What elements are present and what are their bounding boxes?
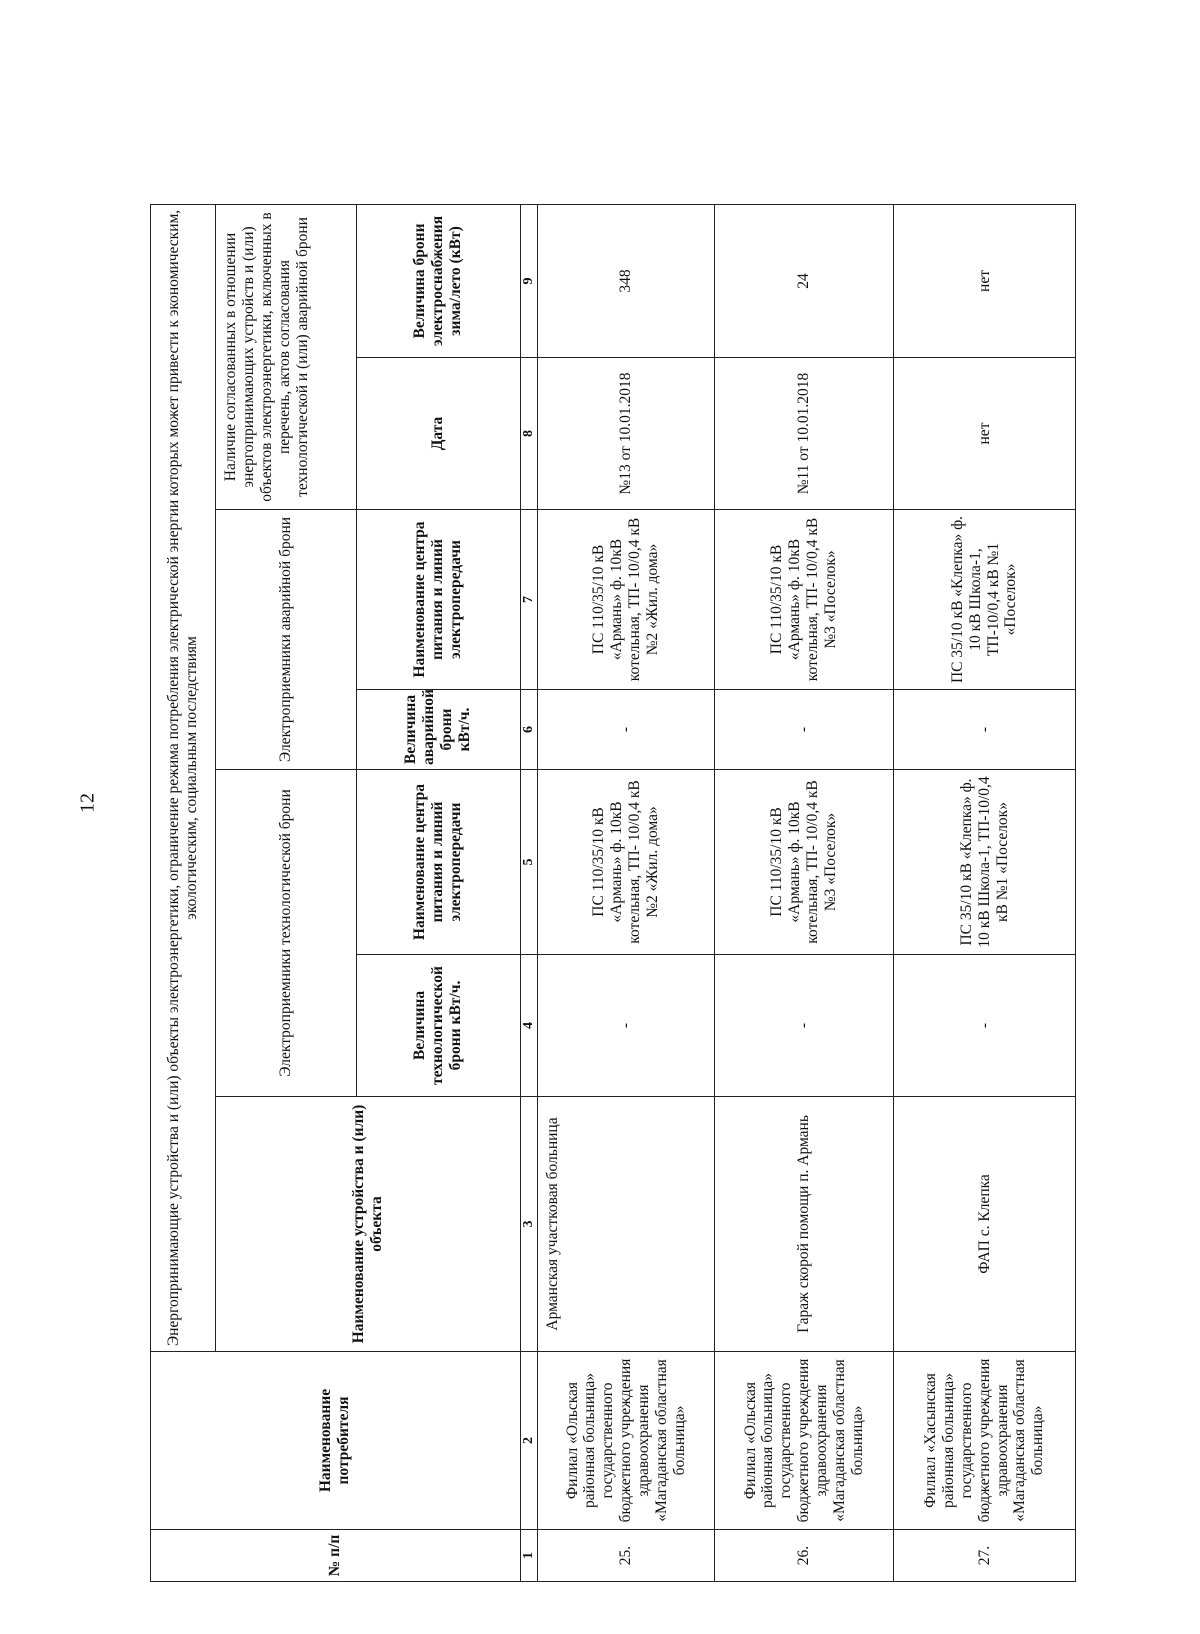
row-emerg-center: ПС 35/10 кВ «Клепка» ф. 10 кВ Школа-1, ТП-10/0,4 кВ №1 «Поселок» — [894, 510, 1076, 690]
header-acts-value: Величина брони электроснабжения зима/лето (кВт) — [356, 204, 520, 357]
header-group-title: Энергопринимающие устройства и (или) объекты электроэнергетики, ограничение режима потребления электрической энергии которых может привести к экономическим, экологическим, социальным последствиям — [151, 204, 216, 1351]
row-device: Гараж скорой помощи п. Армань — [714, 1097, 894, 1352]
row-emerg-center: ПС 110/35/10 кВ «Армань» ф. 10кВ котельная, ТП- 10/0,4 кВ №3 «Поселок» — [714, 510, 894, 690]
column-number: 4 — [520, 955, 538, 1097]
row-device: ФАП с. Клепка — [894, 1097, 1076, 1352]
row-emerg-value: - — [714, 690, 894, 770]
row-tech-value: - — [894, 955, 1076, 1097]
reserve-table — [150, 56, 1076, 1582]
row-consumer: Филиал «Хасынская районная больница» государственного бюджетного учреждения здравоохранения «Магаданская областная больница» — [894, 1352, 1076, 1530]
row-emerg-value: - — [894, 690, 1076, 770]
row-consumer: Филиал «Ольская районная больница» государственного бюджетного учреждения здравоохранения «Магаданская областная больница» — [538, 1352, 714, 1530]
row-date: №11 от 10.01.2018 — [714, 358, 894, 510]
column-number: 9 — [520, 204, 538, 357]
header-num: № п/п — [151, 1530, 521, 1582]
column-number: 6 — [520, 690, 538, 770]
header-acts-group: Наличие согласованных в отношении энергопринимающих устройств и (или) объектов электроэнергетики, включенных в перечень, актов согласования технологической и (или) аварийной брони — [216, 204, 356, 509]
row-device: Арманская участковая больница — [538, 1097, 714, 1352]
header-emerg-group: Электроприемники аварийной брони — [216, 510, 356, 770]
header-consumer: Наименование потребителя — [151, 1352, 521, 1530]
header-tech-center: Наименование центра питания и линий электропередачи — [356, 770, 520, 955]
page-number: 12 — [76, 793, 99, 813]
row-tech-value: - — [538, 955, 714, 1097]
row-tech-center: ПС 35/10 кВ «Клепка» ф. 10 кВ Школа-1, ТП-10/0,4 кВ №1 «Поселок» — [894, 770, 1076, 955]
table-row — [714, 56, 894, 1581]
row-reserve: 348 — [538, 204, 714, 357]
header-acts-date: Дата — [356, 358, 520, 510]
row-reserve: 24 — [714, 204, 894, 357]
row-tech-value: - — [714, 955, 894, 1097]
header-device: Наименование устройства и (или) объекта — [216, 1097, 520, 1352]
column-number: 3 — [520, 1097, 538, 1352]
column-number: 5 — [520, 770, 538, 955]
row-date: №13 от 10.01.2018 — [538, 358, 714, 510]
row-tech-center: ПС 110/35/10 кВ «Армань» ф. 10кВ котельная, ТП- 10/0,4 кВ №3 «Поселок» — [714, 770, 894, 955]
header-emerg-value: Величина аварийной брони кВт/ч. — [356, 690, 520, 770]
header-tech-value: Величина технологической брони кВт/ч. — [356, 955, 520, 1097]
row-num: 26. — [714, 1530, 894, 1582]
row-date: нет — [894, 358, 1076, 510]
table-row — [538, 56, 714, 1581]
row-num: 25. — [538, 1530, 714, 1582]
column-number-row — [520, 56, 538, 1581]
row-emerg-value: - — [538, 690, 714, 770]
row-num: 27. — [894, 1530, 1076, 1582]
row-consumer: Филиал «Ольская районная больница» государственного бюджетного учреждения здравоохранения «Магаданская областная больница» — [714, 1352, 894, 1530]
row-emerg-center: ПС 110/35/10 кВ «Армань» ф. 10кВ котельная, ТП- 10/0,4 кВ №2 «Жил. дома» — [538, 510, 714, 690]
table-sheet — [150, 57, 1076, 1582]
column-number: 2 — [520, 1352, 538, 1530]
column-number: 8 — [520, 358, 538, 510]
header-emerg-center: Наименование центра питания и линий электропередачи — [356, 510, 520, 690]
table-row — [894, 56, 1076, 1581]
row-tech-center: ПС 110/35/10 кВ «Армань» ф. 10кВ котельная, ТП- 10/0,4 кВ №2 «Жил. дома» — [538, 770, 714, 955]
header-tech-group: Электроприемники технологической брони — [216, 770, 356, 1097]
row-reserve: нет — [894, 204, 1076, 357]
column-number: 1 — [520, 1530, 538, 1582]
column-number: 7 — [520, 510, 538, 690]
